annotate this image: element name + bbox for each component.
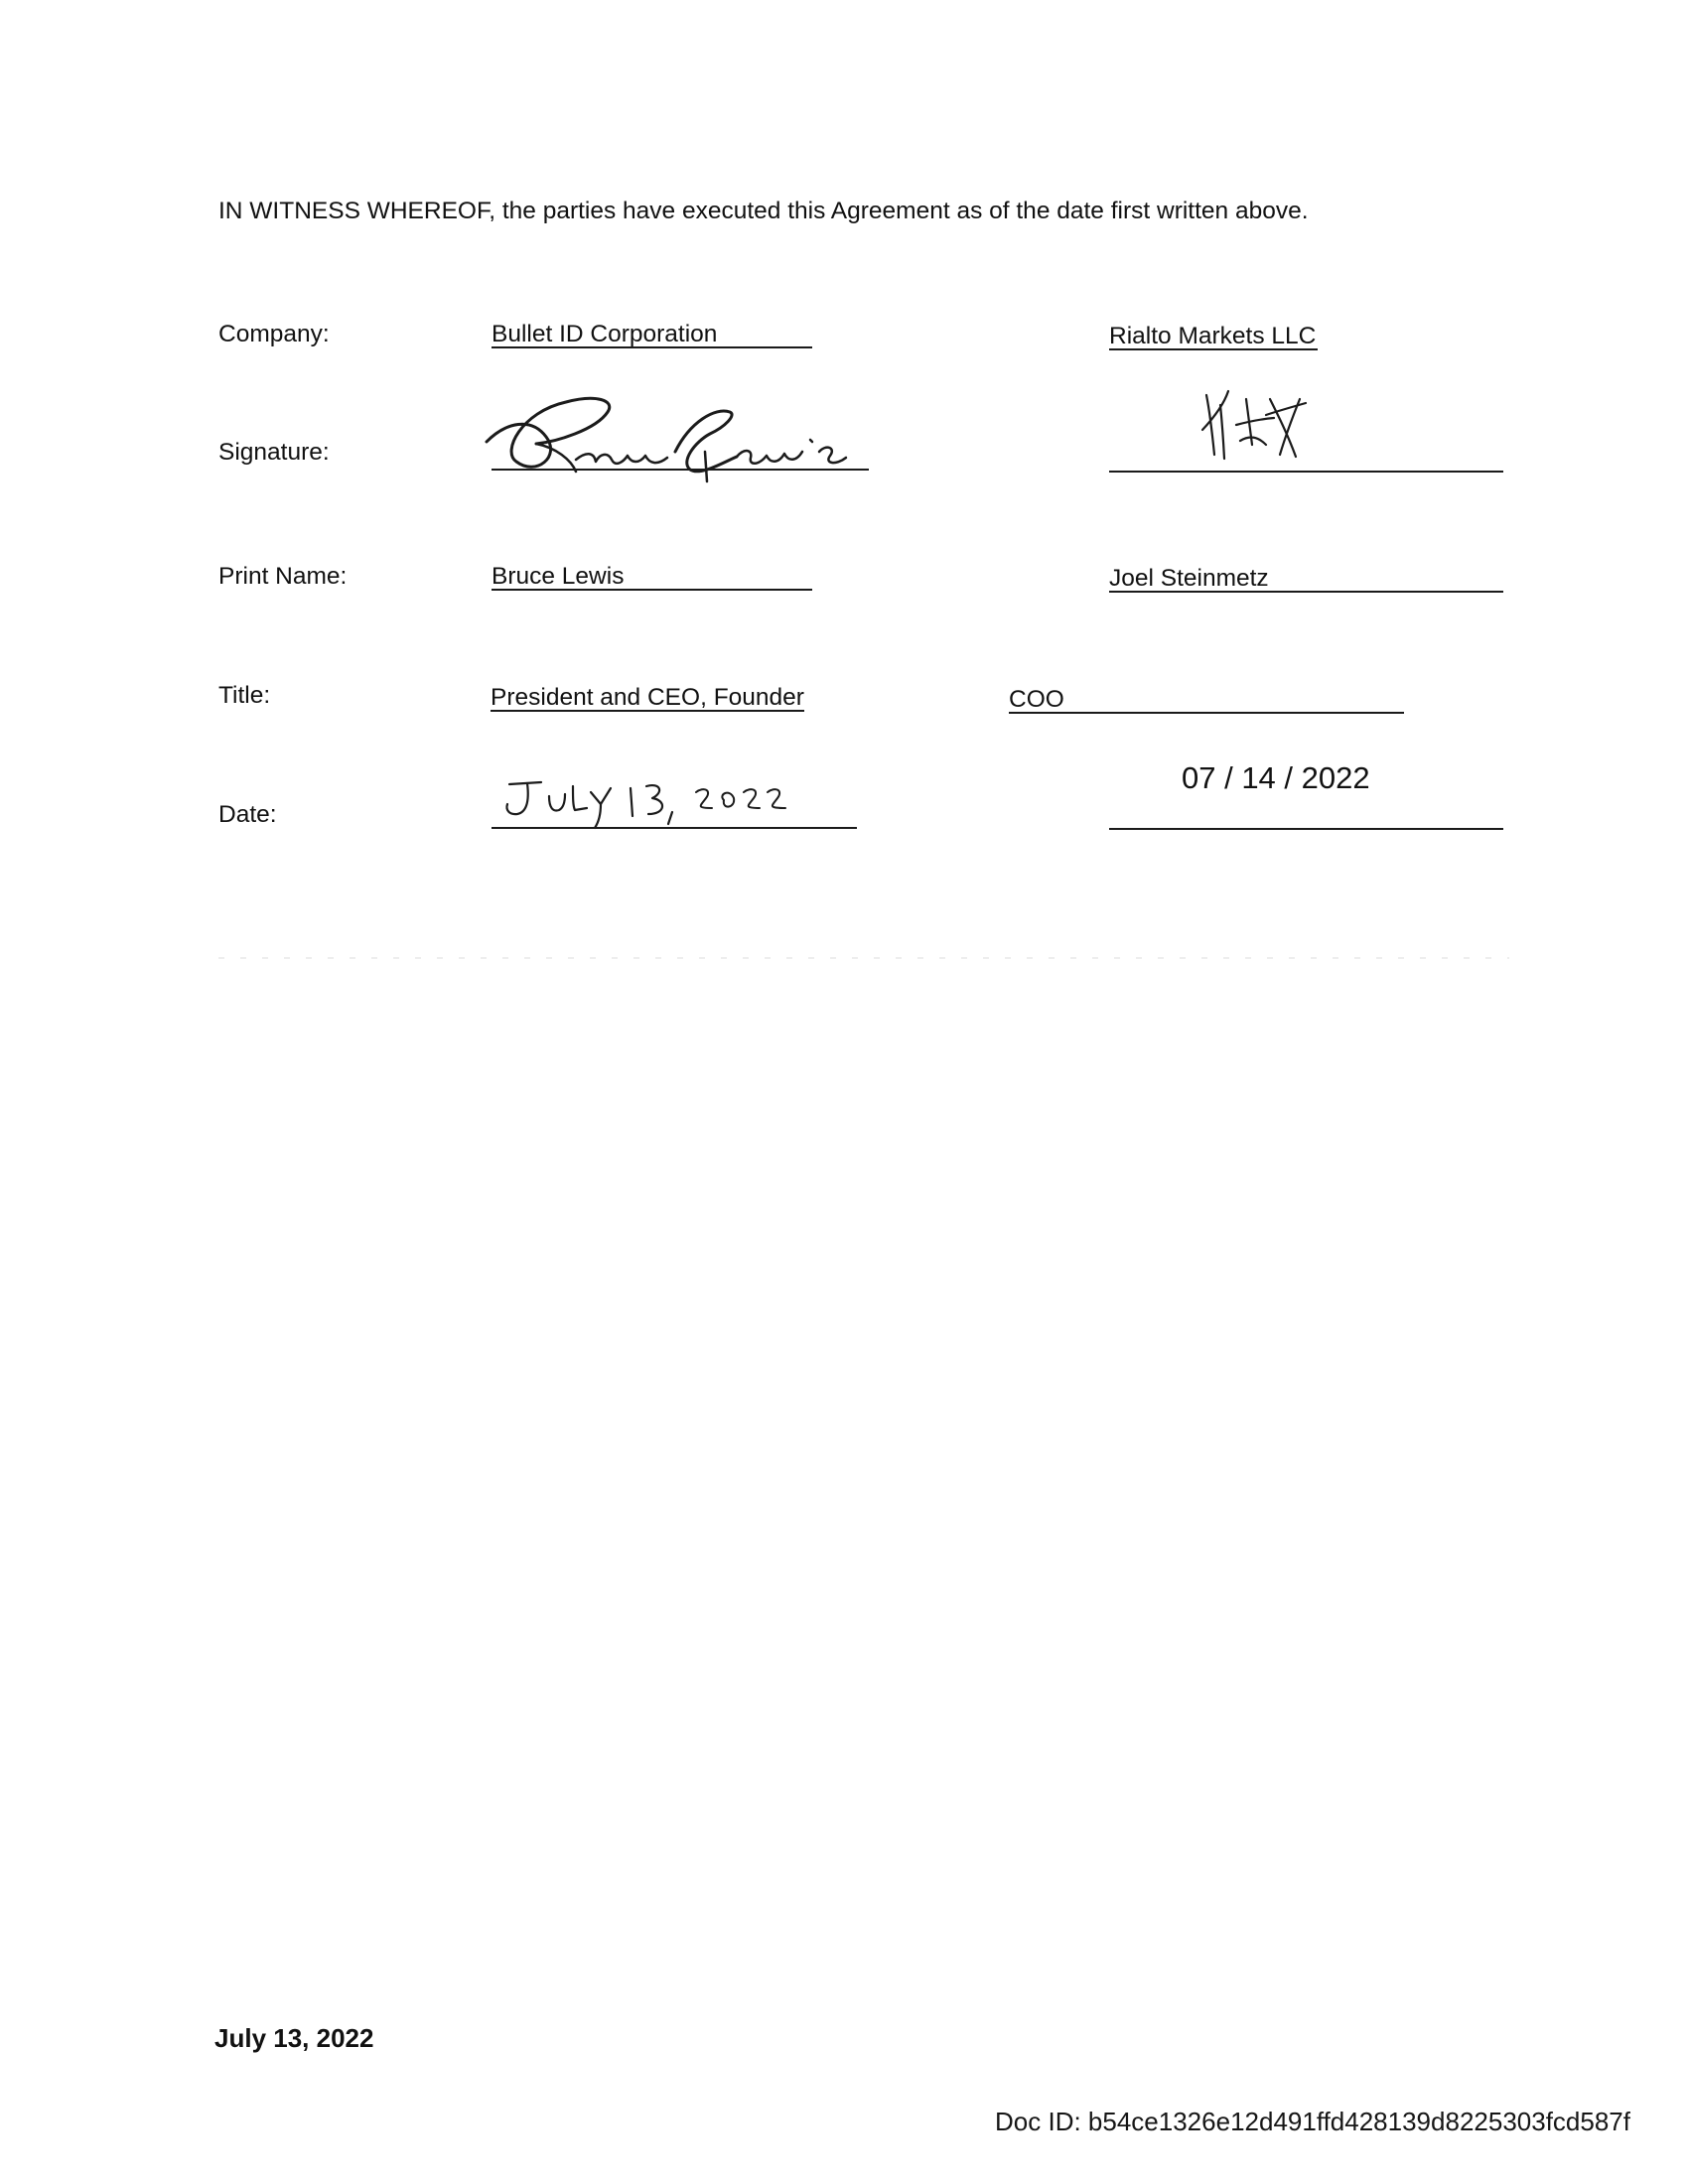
scan-artifact — [218, 957, 1509, 959]
party1-company: Bullet ID Corporation — [492, 321, 718, 347]
witness-statement: IN WITNESS WHEREOF, the parties have executed this Agreement as of the date first written above. — [218, 198, 1309, 224]
party1-print-name: Bruce Lewis — [492, 563, 625, 590]
party2-company: Rialto Markets LLC — [1109, 323, 1317, 349]
party1-print-name-line — [492, 589, 812, 591]
party2-title: COO — [1009, 686, 1064, 713]
party1-signature-image — [477, 382, 884, 491]
document-id: Doc ID: b54ce1326e12d491ffd428139d8225303fcd587f — [995, 2107, 1630, 2136]
signature-label: Signature: — [218, 439, 330, 466]
print-name-label: Print Name: — [218, 563, 348, 590]
party1-signature-line — [492, 469, 869, 471]
party2-signature-line — [1109, 471, 1503, 473]
party2-date: 07 / 14 / 2022 — [1182, 760, 1370, 795]
party2-date-line — [1109, 828, 1503, 830]
party1-title: President and CEO, Founder — [491, 684, 804, 711]
party1-title-line — [491, 710, 804, 712]
party2-print-name-line — [1109, 591, 1503, 593]
title-label: Title: — [218, 682, 271, 709]
party1-handwritten-date — [501, 774, 829, 834]
party2-print-name: Joel Steinmetz — [1109, 565, 1269, 592]
date-label: Date: — [218, 801, 277, 828]
footer-date: July 13, 2022 — [214, 2023, 374, 2053]
party2-title-line — [1009, 712, 1404, 714]
party1-company-line — [492, 346, 812, 348]
company-label: Company: — [218, 321, 330, 347]
party2-signature-image — [1196, 385, 1316, 467]
party1-date-line — [492, 827, 857, 829]
party2-company-line — [1109, 348, 1318, 350]
